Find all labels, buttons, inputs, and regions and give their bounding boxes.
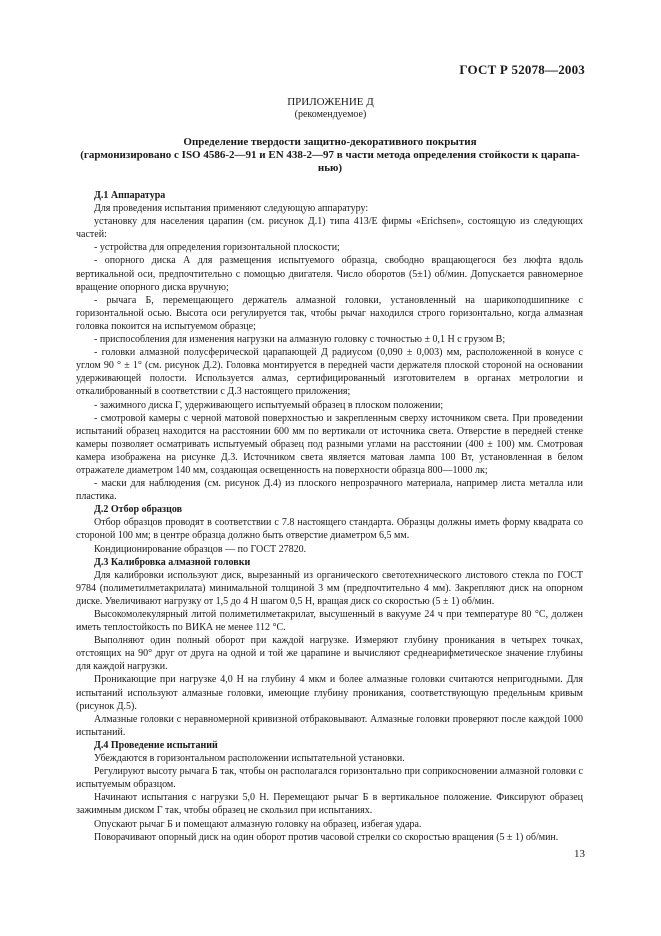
paragraph: - приспособления для изменения нагрузки на алмазную головку с точностью ± 0,1 Н с грузом В;: [94, 334, 506, 346]
paragraph: - смотровой камеры с черной матовой поверхностью и закрепленным сверху источником света. При проведении испытаний образец находится на расстоянии 600 мм по вертикали от источника света. Отверстие в передней стенке камеры позволяет осматривать испытуемый образец под разными углами на расстоянии (400 ± 100) мм. Смотровая камера изображена на рисунке Д.3. Источником света является матовая лампа 100 Вт, установленная в белом отражателе диаметром 140 мм, создающая освещенность на поверхности образца 800—1000 лк;: [76, 412, 583, 476]
section-heading: Д.3 Калибровка алмазной головки: [94, 556, 251, 568]
page-number: 13: [574, 848, 585, 860]
paragraph: Высокомолекулярный литой полиметилметакрилат, высушенный в вакууме 24 ч при температуре 80 °С, должен иметь теплостойкость по ВИКА не менее 112 °С.: [76, 609, 583, 634]
paragraph: Убеждаются в горизонтальном расположении испытательной установки.: [94, 753, 405, 765]
paragraph: Регулируют высоту рычага Б так, чтобы он располагался горизонтально при соприкосновении алмазной головки с испытуемым образцом.: [76, 766, 583, 791]
section-heading: Д.1 Аппаратура: [94, 190, 166, 201]
paragraph: Кондиционирование образцов — по ГОСТ 27820.: [94, 543, 307, 555]
paragraph: - опорного диска А для размещения испытуемого образца, свободно вращающегося без люфта вдоль вертикальной оси, предпочтительно с помощью двигателя. Число оборотов (5±1) об/мин. Допускается равномерное вращение опорного диска вручную;: [76, 255, 583, 293]
section-heading: Д.2 Отбор образцов: [94, 504, 182, 516]
paragraph: Проникающие при нагрузке 4,0 Н на глубину 4 мкм и более алмазные головки считаются непригодными. Для испытаний используют алмазные головки, имеющие глубину проникания, соответствующую предельным кривым (рисунок Д.5).: [76, 674, 583, 712]
title-line: нью): [317, 162, 343, 174]
paragraph: Выполняют один полный оборот при каждой нагрузке. Измеряют глубину проникания в четырех точках, отстоящих на 90° друг от друга на одной и той же царапине и вычисляют среднеарифметическое значение глубины для каждой нагрузки.: [76, 635, 583, 673]
paragraph: Отбор образцов проводят в соответствии с 7.8 настоящего стандарта. Образцы должны иметь форму квадрата со стороной 100 мм; в центре образца должно быть отверстие диаметром 6,5 мм.: [76, 517, 583, 542]
paragraph: Для проведения испытания применяют следующую аппаратуру:: [94, 203, 369, 215]
document-title: [60, 136, 600, 175]
paragraph: Начинают испытания с нагрузки 5,0 Н. Перемещают рычаг Б в вертикальное положение. Фиксируют образец зажимным диском Г так, чтобы образец не скользил при испытаниях.: [76, 792, 583, 817]
section-heading: Д.4 Проведение испытаний: [94, 739, 218, 751]
paragraph: - устройства для определения горизонтальной плоскости;: [94, 242, 340, 254]
paragraph: - маски для наблюдения (см. рисунок Д.4) из плоского непрозрачного материала, например листа металла или пластика.: [76, 478, 583, 503]
paragraph: Алмазные головки с неравномерной кривизной отбраковывают. Алмазные головки проверяют после каждой 1000 испытаний.: [76, 713, 583, 738]
paragraph: Для калибровки используют диск, вырезанный из органического светотехнического листового стекла по ГОСТ 9784 (полиметилметакрилата) минимальной толщиной 3 мм (предпочтительно 4 мм). Закрепляют диск на опорном диске. Увеличивают нагрузку от 1,5 до 4 Н шагом 0,5 Н, вращая диск со скоростью (5 ± 1) об/мин.: [76, 569, 583, 607]
appendix-subtitle: (рекомендуемое): [294, 109, 367, 120]
paragraph: - зажимного диска Г, удерживающего испытуемый образец в плоском положении;: [94, 399, 444, 411]
paragraph: Опускают рычаг Б и помещают алмазную головку на образец, избегая удара.: [94, 818, 422, 830]
document-body: [76, 189, 583, 844]
document-code: ГОСТ Р 52078—2003: [459, 62, 585, 77]
appendix-title: ПРИЛОЖЕНИЕ Д: [287, 96, 374, 108]
paragraph: - рычага Б, перемещающего держатель алмазной головки, установленный на шарикоподшипнике с горизонтальной осью. Высота оси регулируется так, чтобы рычаг находился строго горизонтально, когда алмазная головка покоится на испытуемом образце;: [76, 294, 583, 332]
paragraph: - головки алмазной полусферической царапающей Д радиусом (0,090 ± 0,003) мм, расположенной в конусе с углом 90 ° ± 1° (см. рисунок Д.2). Головка монтируется в передней части держателя плоской стороной на основании удерживающей полости. Используется алмаз, сертифицированный изготовителем в органах метрологии и откалиброванный в соответствии с Д.3 настоящего приложения;: [76, 347, 583, 398]
title-line: Определение твердости защитно-декоративного покрытия: [183, 136, 477, 148]
title-line: (гармонизировано с ISO 4586-2—91 и EN 438-2—97 в части метода определения стойкости к царапа-: [80, 149, 580, 161]
paragraph: Поворачивают опорный диск на один оборот против часовой стрелки со скоростью вращения (5 ± 1) об/мин.: [94, 831, 559, 843]
paragraph: установку для населения царапин (см. рисунок Д.1) типа 413/Е фирмы «Erichsen», состоящую из следующих частей:: [76, 216, 583, 241]
